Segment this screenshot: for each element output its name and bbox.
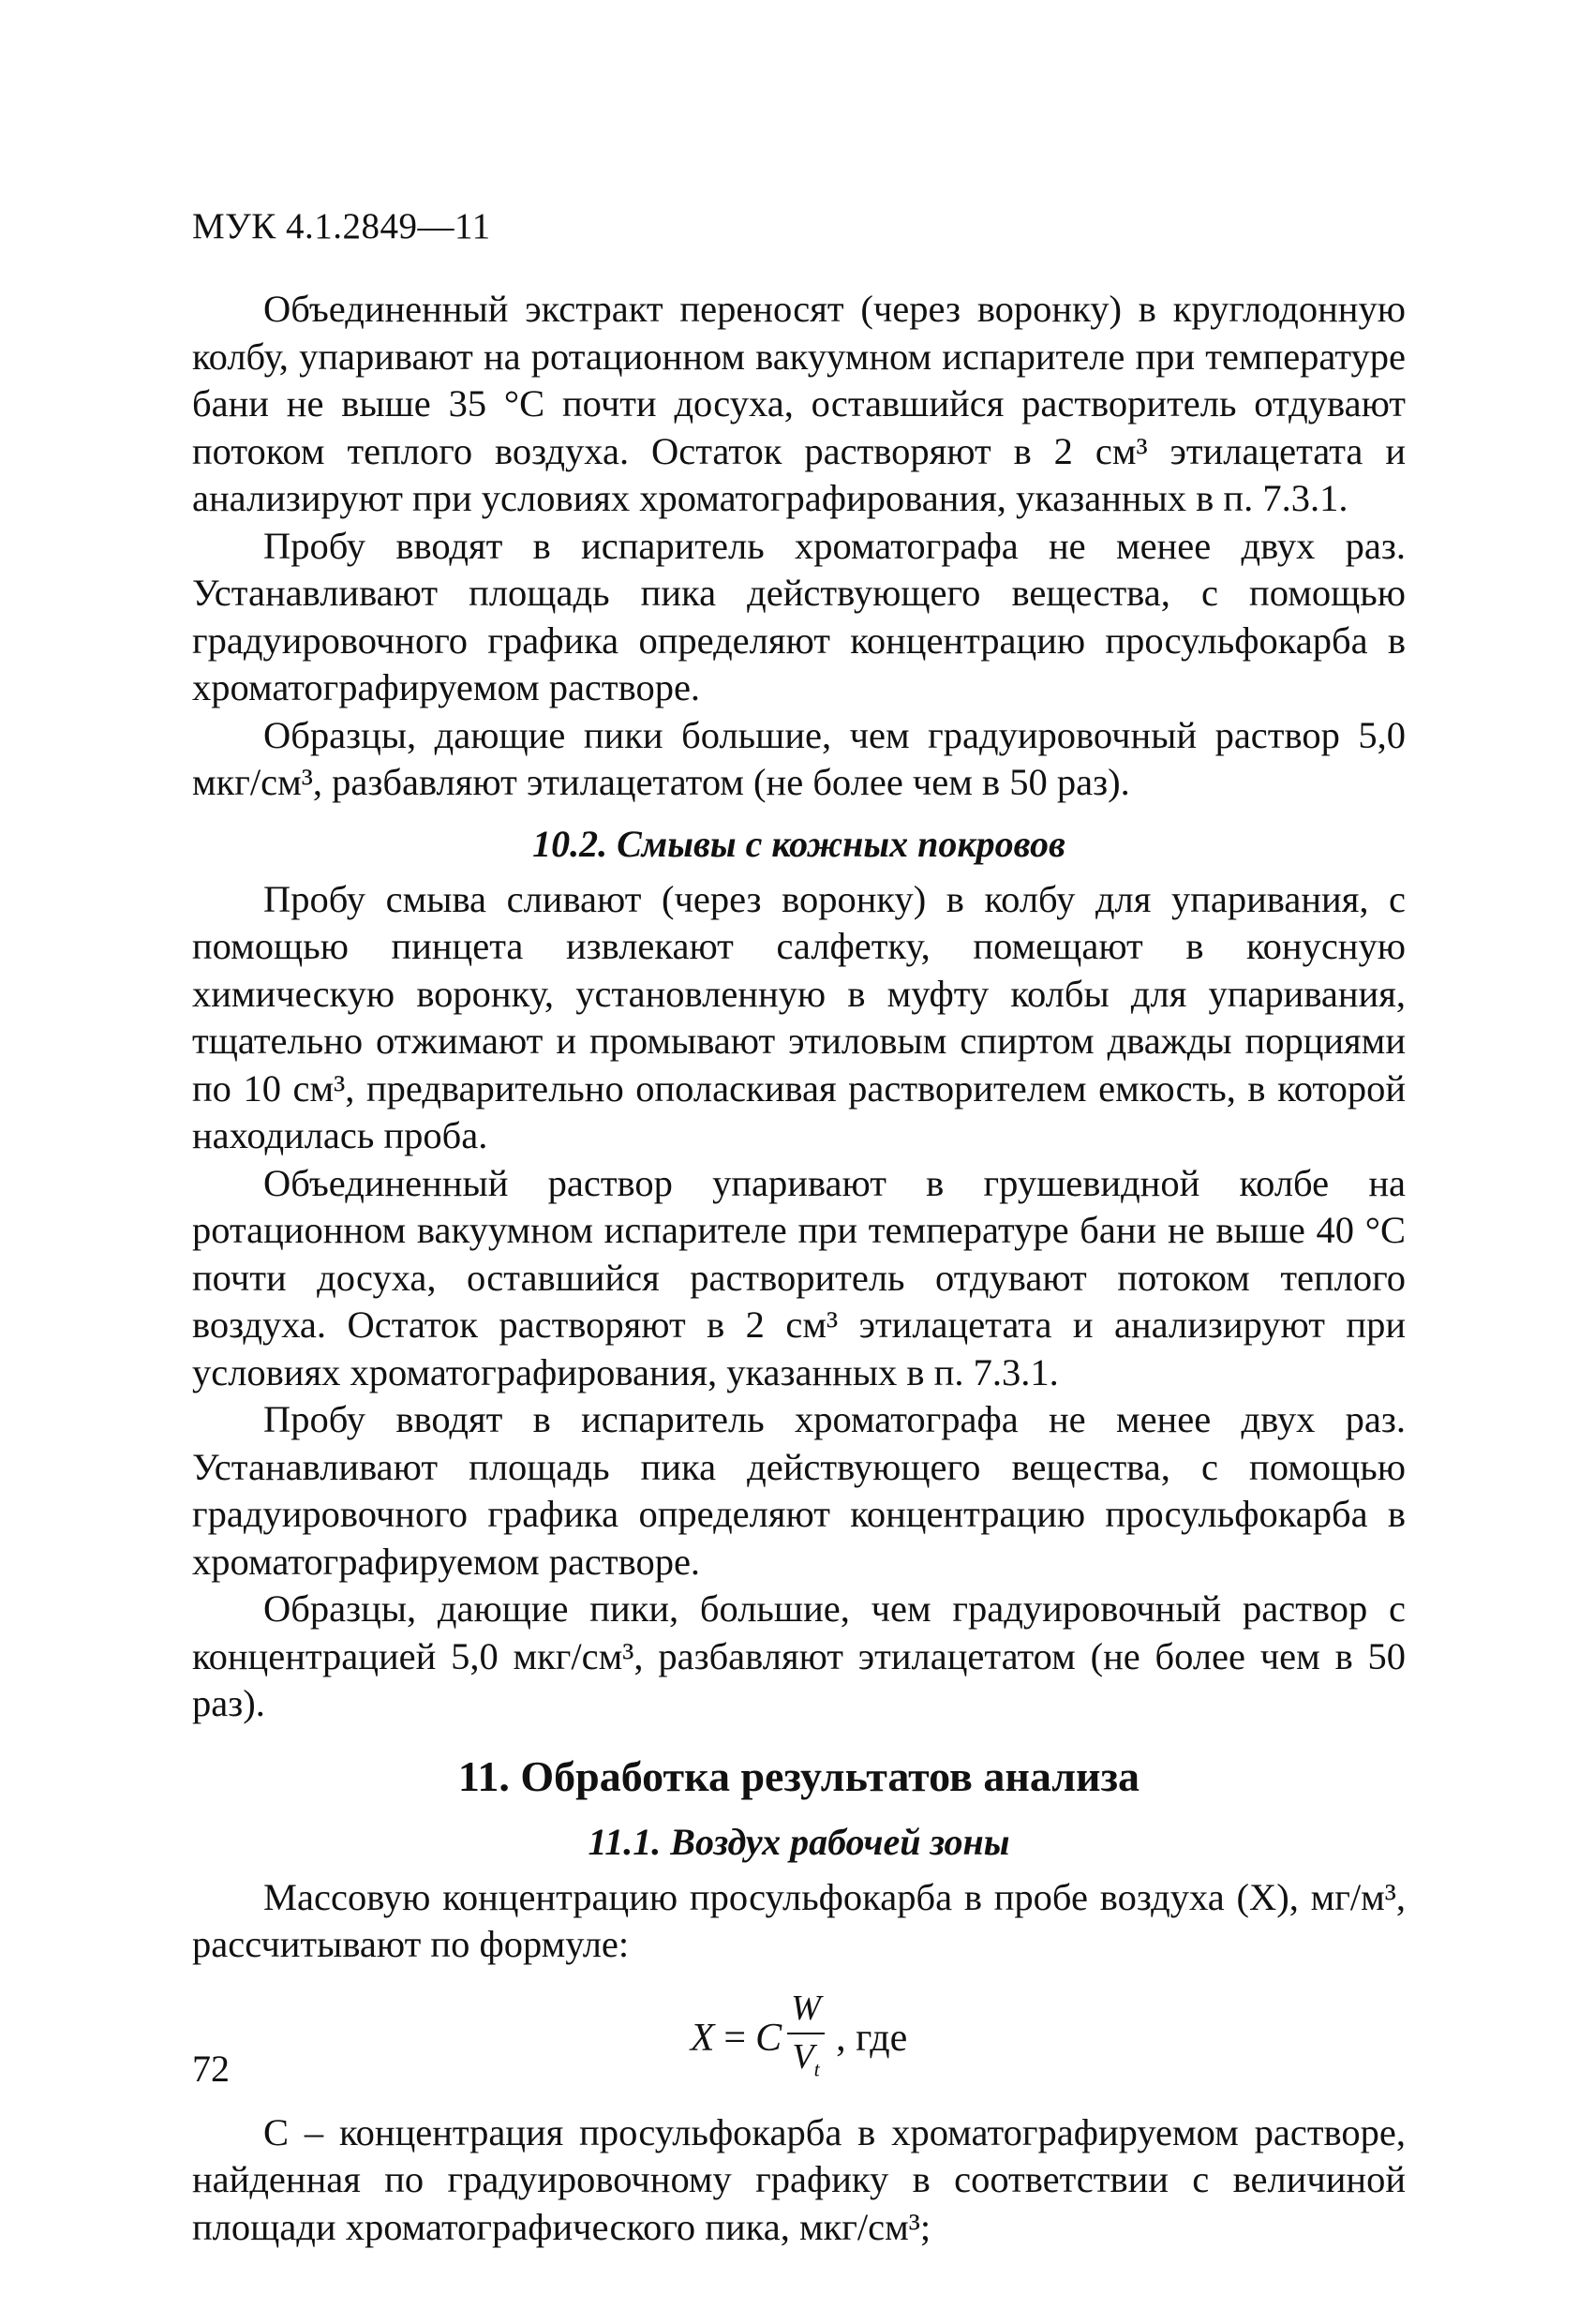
page-number: 72 (192, 2048, 230, 2090)
formula-numerator: W (791, 1988, 821, 2028)
paragraph-combined-solution: Объединенный раствор упаривают в грушевидной колбе на ротационном вакуумном испарителе при температуре бани не выше 40 °С почти досуха, оставшийся растворитель отдувают потоком теплого воздуха. Остаток растворяют в 2 см³ этилацетата и анализируют при условиях хроматографирования, указанных в п. 7.3.1. (192, 1161, 1406, 1393)
formula-fraction (787, 1989, 825, 2089)
paragraph-dilution-2: Образцы, дающие пики, большие, чем градуировочный раствор с концентрацией 5,0 мкг/см³, разбавляют этилацетатом (не более чем в 50 раз). (192, 1587, 1406, 1724)
subsection-heading-11-1: 11.1. Воздух рабочей зоны (588, 1820, 1010, 1863)
paragraph-definition-c: C – концентрация просульфокарба в хроматографируемом растворе, найденная по градуировочному графику в соответствии с величиной площади хроматографического пика, мкг/см³; (192, 2110, 1406, 2248)
formula-equals: = (723, 2017, 747, 2061)
page-content (192, 286, 1406, 2251)
formula-where: , где (836, 2017, 908, 2061)
fraction-bar (787, 2033, 825, 2034)
paragraph-dilution: Образцы, дающие пики большие, чем градуировочный раствор 5,0 мкг/см³, разбавляют этилацетатом (не более чем в 50 раз). (192, 713, 1406, 803)
subsection-heading-10-2: 10.2. Смывы с кожных покровов (532, 822, 1065, 865)
paragraph-injection: Пробу вводят в испаритель хроматографа не менее двух раз. Устанавливают площадь пика действующего вещества, с помощью градуировочного графика определяют концентрацию просульфокарба в хроматографируемом растворе. (192, 524, 1406, 708)
paragraph-wash-sample: Пробу смыва сливают (через воронку) в колбу для упаривания, с помощью пинцета извлекают салфетку, помещают в конусную химическую воронку, установленную в муфту колбы для упаривания, тщательно отжимают и промывают этиловым спиртом дважды порциями по 10 см³, предварительно ополаскивая растворителем емкость, в которой находилась проба. (192, 877, 1406, 1156)
running-header: МУК 4.1.2849—11 (192, 206, 491, 246)
section-heading-11: 11. Обработка результатов анализа (457, 1751, 1140, 1800)
paragraph-mass-concentration: Массовую концентрацию просульфокарба в пробе воздуха (X), мг/м³, рассчитывают по формуле: (192, 1875, 1406, 1965)
formula-denominator (792, 2038, 819, 2089)
paragraph-injection-2: Пробу вводят в испаритель хроматографа не менее двух раз. Устанавливают площадь пика действующего вещества, с помощью градуировочного графика определяют концентрацию просульфокарба в хроматографируемом растворе. (192, 1398, 1406, 1583)
formula (192, 1969, 1406, 2109)
paragraph-extract-evaporation: Объединенный экстракт переносят (через воронку) в круглодонную колбу, упаривают на ротационном вакуумном испарителе при температуре бани не выше 35 °С почти досуха, оставшийся растворитель отдувают потоком теплого воздуха. Остаток растворяют в 2 см³ этилацетата и анализируют при условиях хроматографирования, указанных в п. 7.3.1. (192, 288, 1406, 519)
formula-coefficient: C (755, 2017, 782, 2061)
formula-lhs: X (690, 2017, 715, 2061)
formula-denominator-base: V (792, 2036, 814, 2077)
formula-denominator-subscript: t (813, 2057, 820, 2081)
